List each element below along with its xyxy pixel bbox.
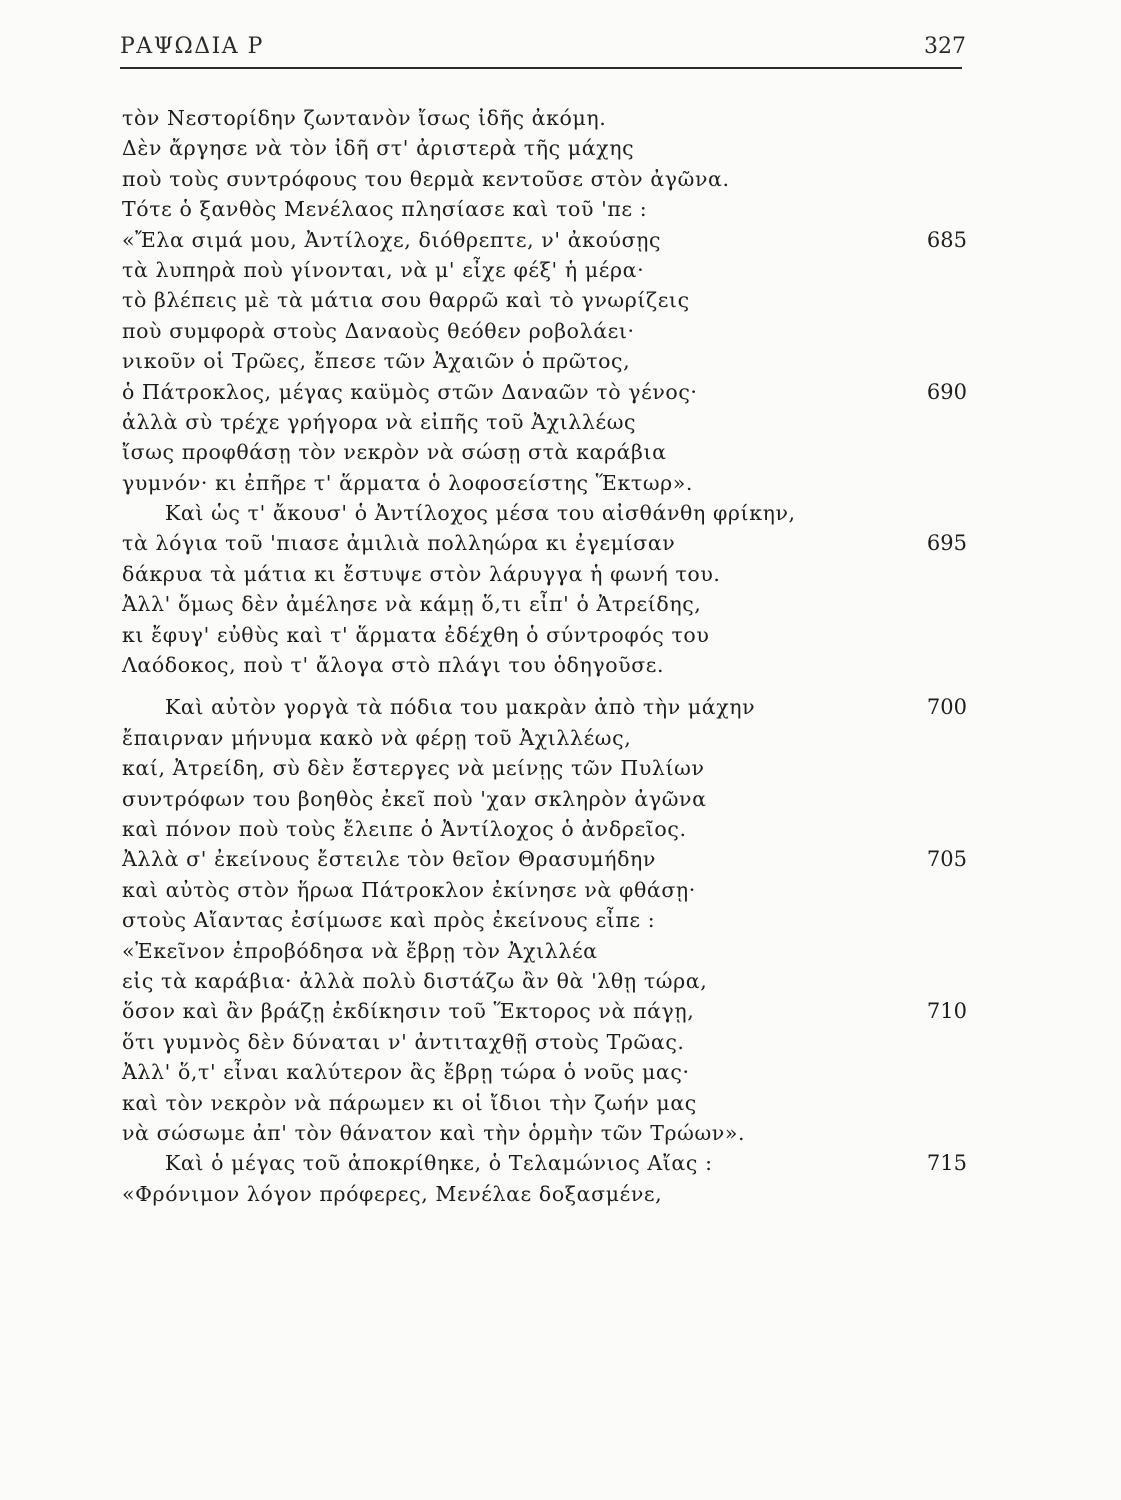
verse-text: Δὲν ἄργησε νὰ τὸν ἰδῆ στ' ἀριστερὰ τῆς μάχης <box>122 136 635 161</box>
verse-text: καί, Ἀτρείδη, σὺ δὲν ἔστεργες νὰ μείνῃς τῶν Πυλίων <box>122 756 705 781</box>
verse-line <box>122 1027 967 1057</box>
header-rule <box>120 67 962 69</box>
verse-line <box>122 1148 967 1178</box>
verse-line <box>122 844 967 874</box>
verse-line <box>122 784 967 814</box>
verse-text: τὸ βλέπεις μὲ τὰ μάτια σου θαρρῶ καὶ τὸ γνωρίζεις <box>122 288 690 313</box>
verse-text: «Φρόνιμον λόγον πρόφερες, Μενέλαε δοξασμένε, <box>122 1181 663 1206</box>
verse-text: Καὶ ὡς τ' ἄκουσ' ὁ Ἀντίλοχος μέσα του αἰσθάνθη φρίκην, <box>165 501 796 526</box>
verse-line <box>122 528 967 558</box>
verse-line <box>122 285 967 315</box>
verse-line <box>122 225 967 255</box>
verse-text: Ἀλλ' ὅ,τ' εἶναι καλύτερον ἂς ἔβρῃ τώρα ὁ νοῦς μας· <box>122 1060 690 1085</box>
verse-text: εἰς τὰ καράβια· ἀλλὰ πολὺ διστάζω ἂν θὰ 'λθῃ τώρα, <box>122 968 708 993</box>
verse-text: «Ἔλα σιμά μου, Ἀντίλοχε, διόθρεπτε, ν' ἀκούσῃς <box>122 227 662 252</box>
verse-text: ὅσον καὶ ἂν βράζῃ ἐκδίκησιν τοῦ Ἕκτορος νὰ πάγῃ, <box>122 999 695 1024</box>
verse-number: 715 <box>926 1151 967 1176</box>
verse-line <box>122 498 967 528</box>
verse-text: γυμνόν· κι ἐπῆρε τ' ἅρματα ὁ λοφοσείστης Ἕκτωρ». <box>122 470 694 495</box>
verse-line <box>122 936 967 966</box>
verse-number: 705 <box>926 847 967 872</box>
verse-text: Ἀλλὰ σ' ἐκείνους ἔστειλε τὸν θεῖον Θρασυμήδην <box>122 847 656 872</box>
verse-line <box>122 346 967 376</box>
verse-line <box>122 905 967 935</box>
verse-line <box>122 255 967 285</box>
verse-line <box>122 377 967 407</box>
verse-text: δάκρυα τὰ μάτια κι ἔστυψε στὸν λάρυγγα ἡ φωνή του. <box>122 561 721 586</box>
verse-text: Λαόδοκος, ποὺ τ' ἄλογα στὸ πλάγι του ὁδηγοῦσε. <box>122 653 665 678</box>
verse-text: καὶ αὐτὸς στὸν ἥρωα Πάτροκλον ἐκίνησε νὰ φθάσῃ· <box>122 877 696 902</box>
verse-text: «Ἐκεῖνον ἐπροβόδησα νὰ ἔβρῃ τὸν Ἀχιλλέα <box>122 938 598 963</box>
verse-text: ἔπαιρναν μήνυμα κακὸ νὰ φέρῃ τοῦ Ἀχιλλέως, <box>122 725 632 750</box>
verse-block <box>122 103 967 1209</box>
verse-text: στοὺς Αἴαντας ἐσίμωσε καὶ πρὸς ἐκείνους εἶπε : <box>122 908 656 933</box>
verse-line <box>122 1179 967 1209</box>
verse-line <box>122 437 967 467</box>
verse-line <box>122 723 967 753</box>
verse-text: ἀλλὰ σὺ τρέχε γρήγορα νὰ εἰπῆς τοῦ Ἀχιλλέως <box>122 409 637 434</box>
verse-line <box>122 875 967 905</box>
verse-line <box>122 692 967 722</box>
verse-line <box>122 316 967 346</box>
verse-line <box>122 103 967 133</box>
verse-text: τὰ λόγια τοῦ 'πιασε ἀμιλιὰ πολληώρα κι ἐγεμίσαν <box>122 531 676 556</box>
verse-text: ὁ Πάτροκλος, μέγας καϋμὸς στῶν Δαναῶν τὸ γένος· <box>122 379 698 404</box>
verse-text: Καὶ ὁ μέγας τοῦ ἀποκρίθηκε, ὁ Τελαμώνιος Αἴας : <box>165 1151 713 1176</box>
verse-line <box>122 1057 967 1087</box>
verse-line <box>122 468 967 498</box>
verse-line <box>122 996 967 1026</box>
verse-line <box>122 966 967 996</box>
verse-number: 690 <box>926 379 967 404</box>
verse-text: ποὺ συμφορὰ στοὺς Δαναοὺς θεόθεν ροβολάει· <box>122 318 635 343</box>
verse-text: καὶ τὸν νεκρὸν νὰ πάρωμεν κι οἱ ἴδιοι τὴν ζωήν μας <box>122 1090 697 1115</box>
verse-number: 685 <box>926 227 967 252</box>
verse-line <box>122 1118 967 1148</box>
verse-line <box>122 589 967 619</box>
verse-text: νικοῦν οἱ Τρῶες, ἔπεσε τῶν Ἀχαιῶν ὁ πρῶτος, <box>122 349 631 374</box>
verse-line <box>122 753 967 783</box>
verse-text: Καὶ αὐτὸν γοργὰ τὰ πόδια του μακρὰν ἀπὸ τὴν μάχην <box>165 695 756 720</box>
verse-line <box>122 164 967 194</box>
verse-line <box>122 133 967 163</box>
verse-number: 695 <box>926 531 967 556</box>
verse-line <box>122 194 967 224</box>
verse-text: κι ἔφυγ' εὐθὺς καὶ τ' ἅρματα ἐδέχθη ὁ σύντροφός του <box>122 622 710 647</box>
verse-line <box>122 559 967 589</box>
verse-number: 700 <box>926 695 967 720</box>
verse-line <box>122 814 967 844</box>
running-title: ΡΑΨΩΔΙΑ Ρ <box>120 34 264 59</box>
verse-number: 710 <box>926 999 967 1024</box>
page-number: 327 <box>924 34 966 59</box>
verse-line <box>122 620 967 650</box>
verse-text: ἴσως προφθάσῃ τὸν νεκρὸν νὰ σώσῃ στὰ καράβια <box>122 440 667 465</box>
verse-text: τὸν Νεστορίδην ζωντανὸν ἴσως ἰδῆς ἀκόμη. <box>122 106 607 130</box>
verse-line <box>122 407 967 437</box>
verse-text: ὅτι γυμνὸς δὲν δύναται ν' ἀντιταχθῇ στοὺς Τρῶας. <box>122 1029 685 1054</box>
verse-text: τὰ λυπηρὰ ποὺ γίνονται, νὰ μ' εἶχε φέξ' ἡ μέρα· <box>122 257 645 282</box>
verse-text: ποὺ τοὺς συντρόφους του θερμὰ κεντοῦσε στὸν ἀγῶνα. <box>122 166 730 191</box>
verse-text: συντρόφων του βοηθὸς ἐκεῖ ποὺ 'χαν σκληρὸν ἀγῶνα <box>122 786 707 811</box>
verse-text: Ἀλλ' ὅμως δὲν ἀμέλησε νὰ κάμῃ ὅ,τι εἶπ' ὁ Ἀτρείδης, <box>122 592 702 617</box>
verse-text: καὶ πόνον ποὺ τοὺς ἔλειπε ὁ Ἀντίλοχος ὁ ἀνδρεῖος. <box>122 816 687 841</box>
verse-line <box>122 650 967 680</box>
verse-text: Τότε ὁ ξανθὸς Μενέλαος πλησίασε καὶ τοῦ 'πε : <box>122 197 648 222</box>
verse-text: νὰ σώσωμε ἀπ' τὸν θάνατον καὶ τὴν ὁρμὴν τῶν Τρώων». <box>122 1120 746 1145</box>
verse-line <box>122 1088 967 1118</box>
